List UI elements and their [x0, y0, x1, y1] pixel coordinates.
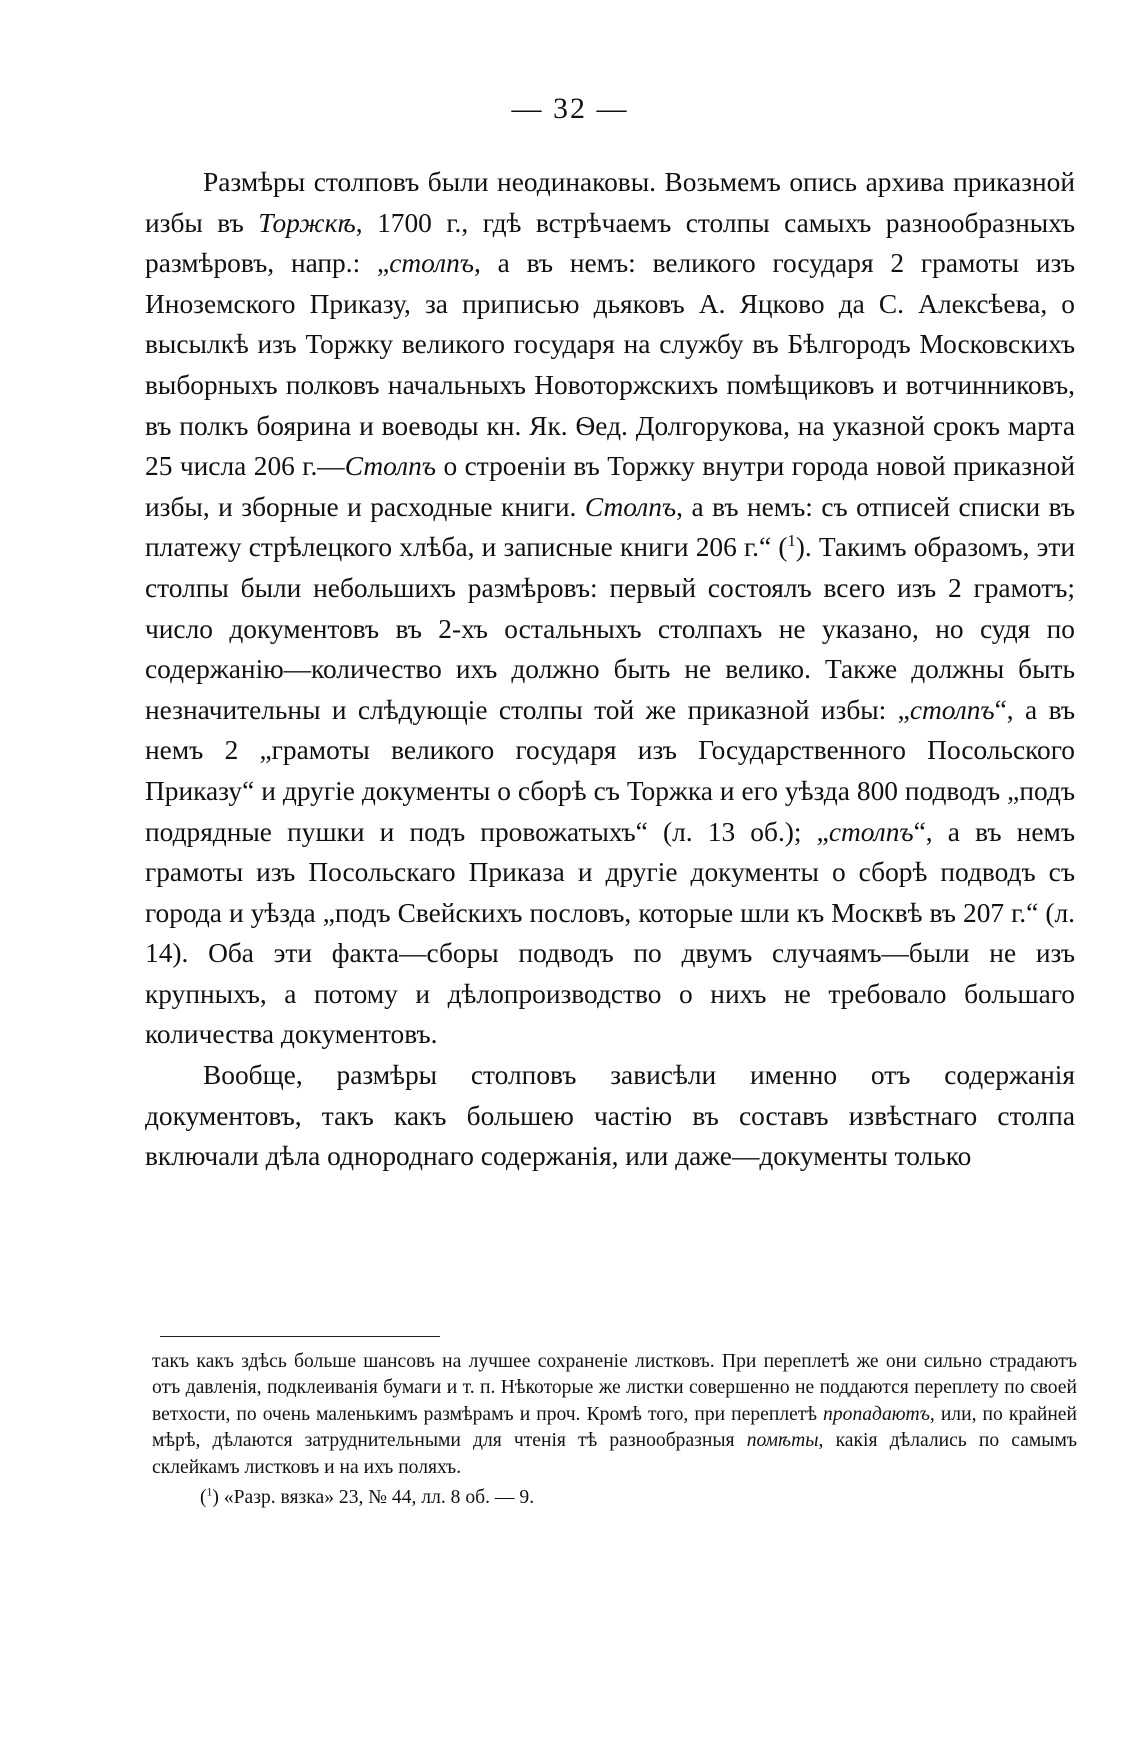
italic-text: Торжкѣ [258, 207, 356, 238]
italic-text: столпъ [828, 816, 914, 847]
italic-text: помѣты [746, 1430, 819, 1452]
text-run: ). Такимъ образомъ, эти столпы были небольшихъ размѣровъ: первый состоялъ всего изъ 2 грамотъ; число документовъ въ 2-хъ остальныхъ столпахъ не указано, но судя по содержанію—количество ихъ должно быть не велико. Также должны быть незначительны и слѣдующіе столпы той же приказной избы: „ [145, 532, 1075, 725]
italic-text: столпъ [389, 248, 474, 279]
italic-text: пропадаютъ [823, 1403, 930, 1425]
text-run: , а въ немъ: съ отписей списки въ платежу стрѣлецкого хлѣба, и записные книги 206 г.“ ( [145, 491, 1075, 563]
footnote-continuation [152, 1349, 1077, 1481]
footnotes [152, 1349, 1077, 1511]
text-run: “, а въ немъ грамоты изъ Посольскаго Приказа и другіе документы о сборѣ подводъ съ города и уѣзда „подъ Свейскихъ пословъ, которые шли къ Москвѣ въ 207 г.“ (л. 14). Оба эти факта—сборы подводъ по двумъ случаямъ—были не изъ крупныхъ, а потому и дѣлопроизводство о нихъ не требовало большаго количества документовъ. [145, 816, 1075, 1050]
text-run: Размѣры столповъ были неодинаковы. Возьмемъ опись архива приказной избы въ [145, 167, 1075, 238]
text-run: “, а въ немъ 2 „грамоты великого государя изъ Государственного Посольского Приказу“ и другіе документы о сборѣ съ Торжка и его уѣзда 800 подводъ „подъ подрядные пушки и подъ провожатыхъ“ (л. 13 об.); „ [145, 694, 1075, 847]
text-run: Вообще, размѣры столповъ зависѣли именно отъ содержанія документовъ, такъ какъ большею частію въ составъ извѣстнаго столпа включали дѣла однороднаго содержанія, или даже—документы только [145, 1060, 1075, 1172]
text-run: ) «Разр. вязка» 23, № 44, лл. 8 об. — 9. [212, 1487, 535, 1509]
footnote-divider [160, 1336, 440, 1337]
paragraph [145, 1055, 1075, 1177]
text-run: , или, по крайней мѣрѣ, дѣлаются затруднительными для чтенія тѣ разнообразныя [152, 1403, 1077, 1452]
page-number: — 32 — [511, 92, 629, 125]
text-run: , какія дѣлались по самымъ склейкамъ листковъ и на ихъ поляхъ. [152, 1430, 1077, 1478]
text-run: о строеніи въ Торжку внутри города новой приказной избы, и зборные и расходные книги. [145, 451, 1075, 522]
paragraph [145, 162, 1075, 1055]
italic-text: Столпъ [344, 451, 437, 482]
italic-text: столпъ [909, 694, 995, 725]
footnote-reference [152, 1485, 1077, 1511]
text-run: , а въ немъ: великого государя 2 грамоты изъ Иноземского Приказу, за приписью дьяковъ А. Яцково да С. Алексѣева, о высылкѣ изъ Торжку великого государя на службу въ Бѣлгородъ Московскихъ выборныхъ полковъ начальныхъ Новоторжскихъ помѣщиковъ и вотчинниковъ, въ полкъ боярина и воеводы кн. Як. Ѳед. Долгорукова, на указной срокъ марта 25 числа 206 г.— [145, 248, 1075, 482]
footnote-marker: 1 [206, 1485, 213, 1499]
italic-text: Столпъ [584, 491, 677, 522]
text-run: , 1700 г., гдѣ встрѣчаемъ столпы самыхъ разнообразныхъ размѣровъ, напр.: „ [145, 207, 1075, 279]
footnote-marker: 1 [787, 531, 796, 551]
text-run: такъ какъ здѣсь больше шансовъ на лучшее сохраненіе листковъ. При переплетѣ же они сильно страдаютъ отъ давленія, подклеиванія бумаги и т. п. Нѣкоторые же листки совершенно не поддаются переплету по своей ветхости, по очень маленькимъ размѣрамъ и проч. Кромѣ того, при переплетѣ [152, 1351, 1077, 1425]
text-run: ( [200, 1487, 207, 1509]
main-text [145, 162, 1075, 1177]
